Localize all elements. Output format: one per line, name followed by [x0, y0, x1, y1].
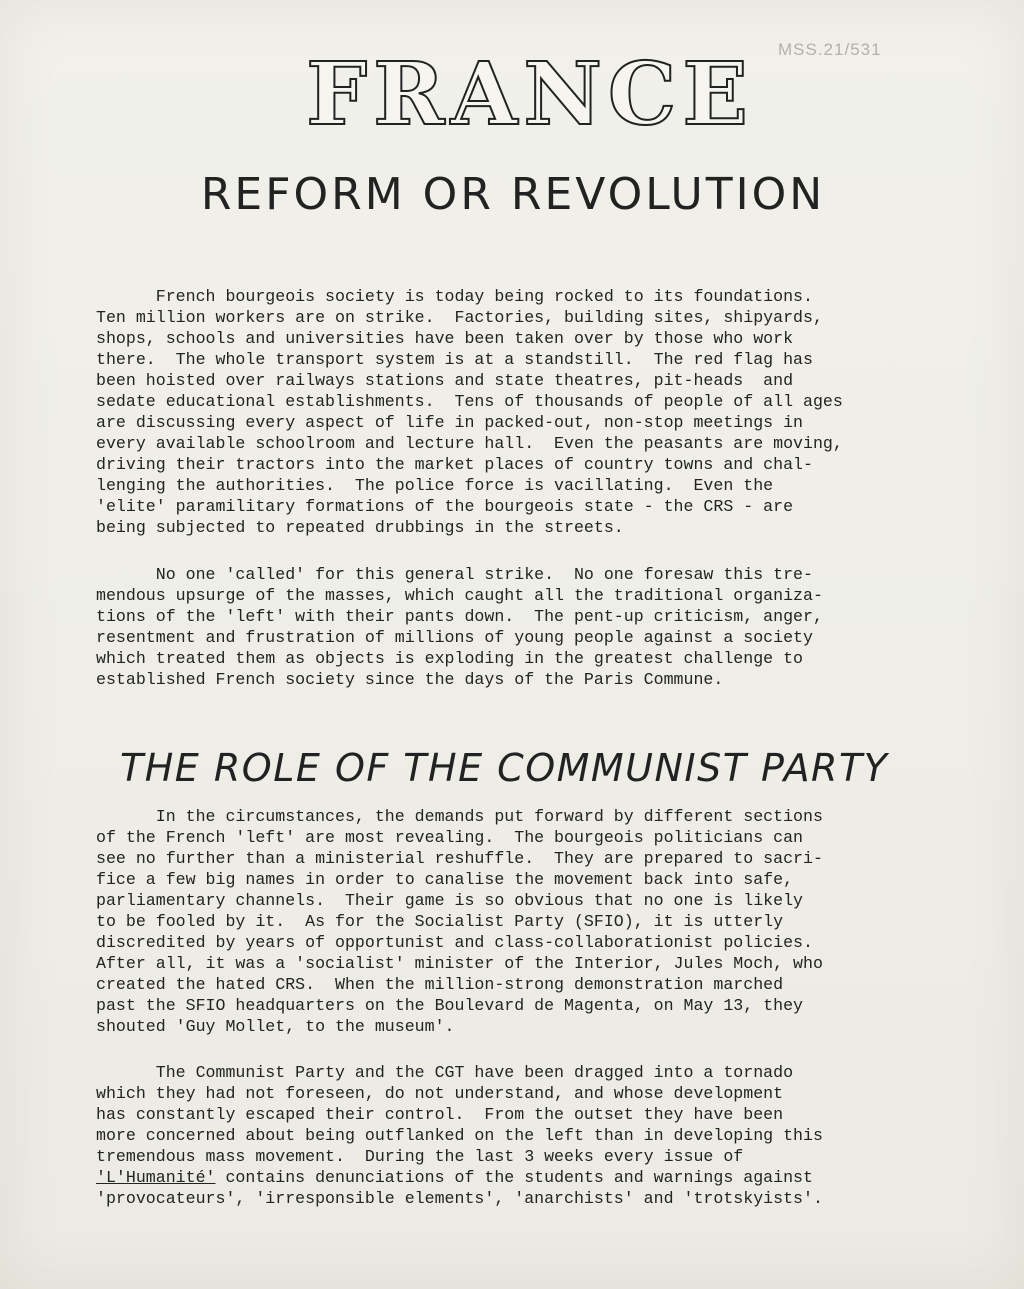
section-heading: THE ROLE OF THE COMMUNIST PARTY [120, 746, 889, 790]
text-line: created the hated CRS. When the million-strong demonstration marched [96, 975, 784, 994]
text-line: which treated them as objects is exploding in the greatest challenge to [96, 649, 804, 668]
text-line: established French society since the days of the Paris Commune. [96, 670, 724, 689]
archive-reference: MSS.21/531 [778, 40, 882, 59]
text-line: fice a few big names in order to canalise the movement back into safe, [96, 870, 794, 889]
text-line: Ten million workers are on strike. Factories, building sites, shipyards, [96, 308, 823, 327]
newspaper-title: 'L'Humanité' [96, 1168, 216, 1187]
text-line: shouted 'Guy Mollet, to the museum'. [96, 1017, 455, 1036]
text-line: 'provocateurs', 'irresponsible elements', 'anarchists' and 'trotskyists'. [96, 1189, 823, 1208]
text-line: French bourgeois society is today being rocked to its foundations. [96, 287, 813, 306]
subtitle: REFORM OR REVOLUTION [200, 169, 826, 220]
text-line: there. The whole transport system is at a standstill. The red flag has [96, 350, 813, 369]
text-line: 'elite' paramilitary formations of the bourgeois state - the CRS - are [96, 497, 794, 516]
text-line: shops, schools and universities have been taken over by those who work [96, 329, 794, 348]
text-line: mendous upsurge of the masses, which caught all the traditional organiza- [96, 586, 823, 605]
text-line: has constantly escaped their control. From the outset they have been [96, 1105, 784, 1124]
text-line: see no further than a ministerial reshuffle. They are prepared to sacri- [96, 849, 823, 868]
text-fragment: contains denunciations of the students and warnings against [215, 1168, 813, 1187]
text-line: tremendous mass movement. During the last 3 weeks every issue of [96, 1147, 744, 1166]
text-line: tions of the 'left' with their pants down. The pent-up criticism, anger, [96, 607, 823, 626]
text-line: No one 'called' for this general strike. No one foresaw this tre- [96, 565, 813, 584]
text-line: to be fooled by it. As for the Socialist Party (SFIO), it is utterly [96, 912, 784, 931]
text-line: parliamentary channels. Their game is so obvious that no one is likely [96, 891, 804, 910]
text-line: been hoisted over railways stations and state theatres, pit-heads and [96, 371, 794, 390]
text-line: which they had not foreseen, do not understand, and whose development [96, 1084, 784, 1103]
text-line: being subjected to repeated drubbings in the streets. [96, 518, 624, 537]
text-line: The Communist Party and the CGT have been dragged into a tornado [96, 1063, 794, 1082]
text-line: In the circumstances, the demands put forward by different sections [96, 807, 823, 826]
text-line: are discussing every aspect of life in packed-out, non-stop meetings in [96, 413, 804, 432]
text-line: driving their tractors into the market places of country towns and chal- [96, 455, 813, 474]
masthead-title: FRANCE [306, 44, 754, 145]
text-line [96, 1167, 956, 1188]
text-line: sedate educational establishments. Tens of thousands of people of all ages [96, 392, 843, 411]
text-line: of the French 'left' are most revealing. The bourgeois politicians can [96, 828, 804, 847]
text-line: more concerned about being outflanked on the left than in developing this [96, 1126, 823, 1145]
paragraph-4 [96, 1062, 956, 1209]
paragraph-1 [96, 286, 956, 538]
text-line: discredited by years of opportunist and class-collaborationist policies. [96, 933, 813, 952]
text-line: lenging the authorities. The police force is vacillating. Even the [96, 476, 774, 495]
paragraph-2 [96, 564, 956, 690]
text-line: resentment and frustration of millions of young people against a society [96, 628, 813, 647]
text-line: After all, it was a 'socialist' minister of the Interior, Jules Moch, who [96, 954, 823, 973]
text-line: past the SFIO headquarters on the Boulevard de Magenta, on May 13, they [96, 996, 804, 1015]
text-line: every available schoolroom and lecture hall. Even the peasants are moving, [96, 434, 843, 453]
paragraph-3 [96, 806, 956, 1037]
